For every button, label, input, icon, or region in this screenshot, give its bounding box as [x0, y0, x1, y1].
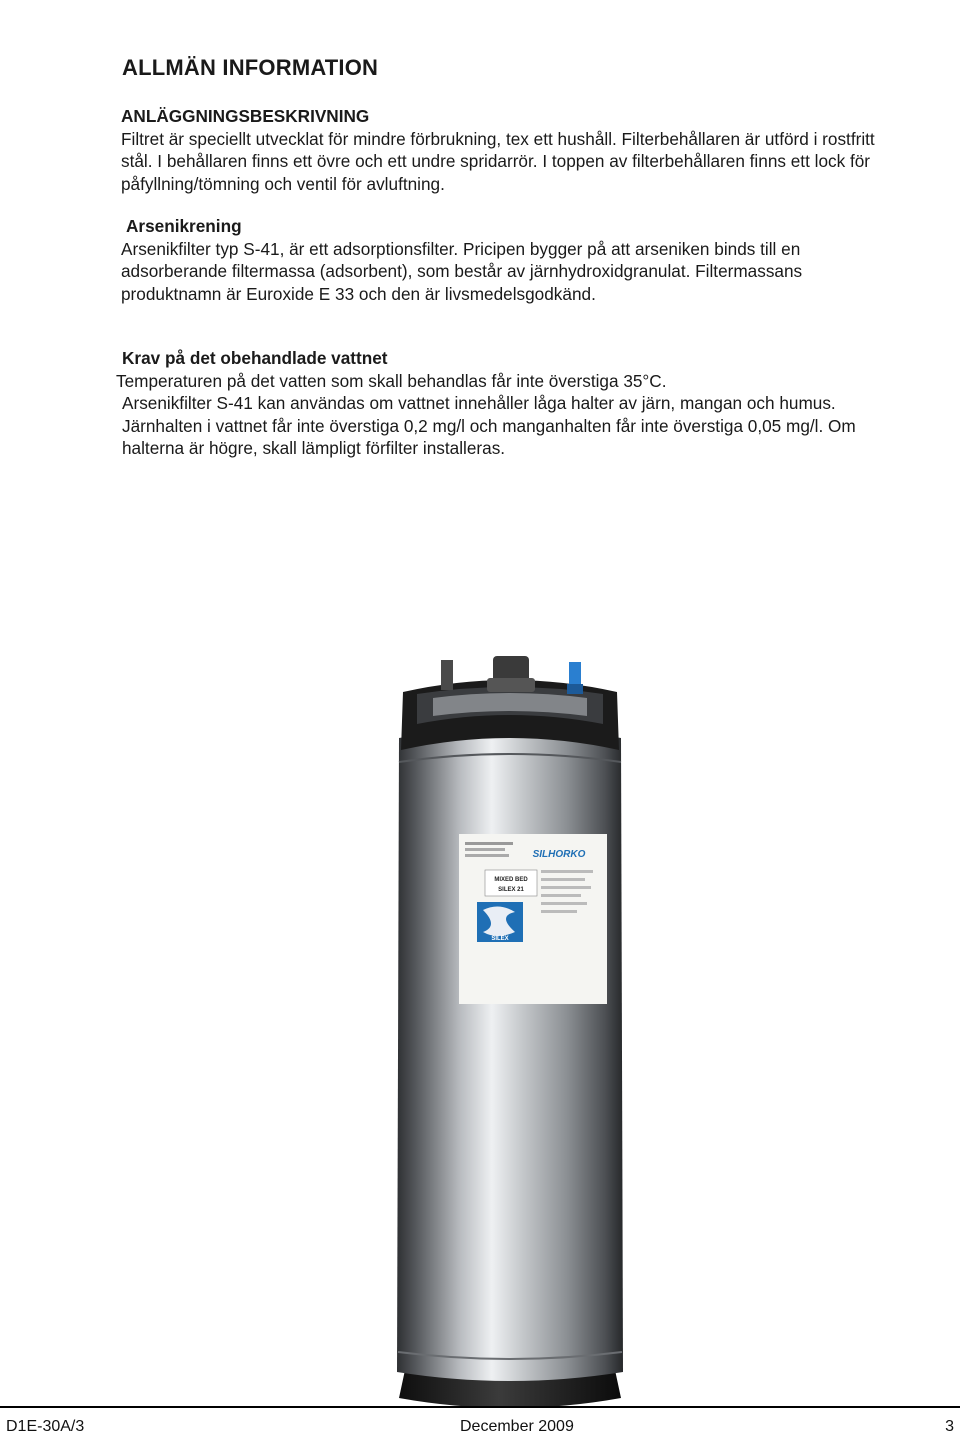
product-label — [459, 834, 607, 1004]
label-brand: SILHORKO — [532, 849, 586, 860]
section-body: Filtret är speciellt utvecklat för mindre förbrukning, tex ett hushåll. Filterbehållaren är utförd i rostfritt stål. I behållaren finns ett övre och ett undre spridarrör. I toppen av filterbehållaren finns ett lock för påfyllning/tömning och ventil för avluftning. — [121, 128, 875, 194]
footer-document-id: D1E-30A/3 — [6, 1418, 85, 1435]
label-model-line2: SILEX 21 — [498, 887, 524, 893]
section-heading: ANLÄGGNINGSBESKRIVNING — [121, 106, 370, 126]
section-krav-obehandlade-vattnet — [116, 347, 906, 460]
section-arsenikrening — [121, 215, 901, 305]
section-heading: Krav på det obehandlade vattnet — [122, 348, 388, 368]
section-body: Arsenikfilter typ S-41, är ett adsorptionsfilter. Pricipen bygger på att arseniken binds till en adsorberande filtermassa (adsorbent), som består av järnhydroxidgranulat. Filtermassans produktnamn är Euroxide E 33 och den är livsmedelsgodkänd. — [121, 238, 803, 304]
footer-divider — [0, 1406, 960, 1408]
section-heading: Arsenikrening — [126, 216, 242, 236]
footer-page-number: 3 — [945, 1418, 954, 1435]
label-logo-text: SILEX — [491, 936, 509, 942]
label-model-line1: MIXED BED — [494, 877, 528, 883]
page-title: ALLMÄN INFORMATION — [122, 55, 379, 80]
footer-date: December 2009 — [460, 1418, 574, 1435]
filter-vessel-image — [365, 650, 655, 1420]
section-body: Arsenikfilter S-41 kan användas om vattnet innehåller låga halter av järn, mangan och humus. Järnhalten i vattnet får inte överstiga 0,2 mg/l och manganhalten får inte överstiga 0,05 mg/l. Om halterna är högre, skall lämpligt förfilter installeras. — [122, 393, 856, 458]
section-anlaggningsbeskrivning — [121, 105, 901, 195]
temperature-requirement: Temperaturen på det vatten som skall behandlas får inte överstiga 35°C. — [116, 370, 667, 391]
